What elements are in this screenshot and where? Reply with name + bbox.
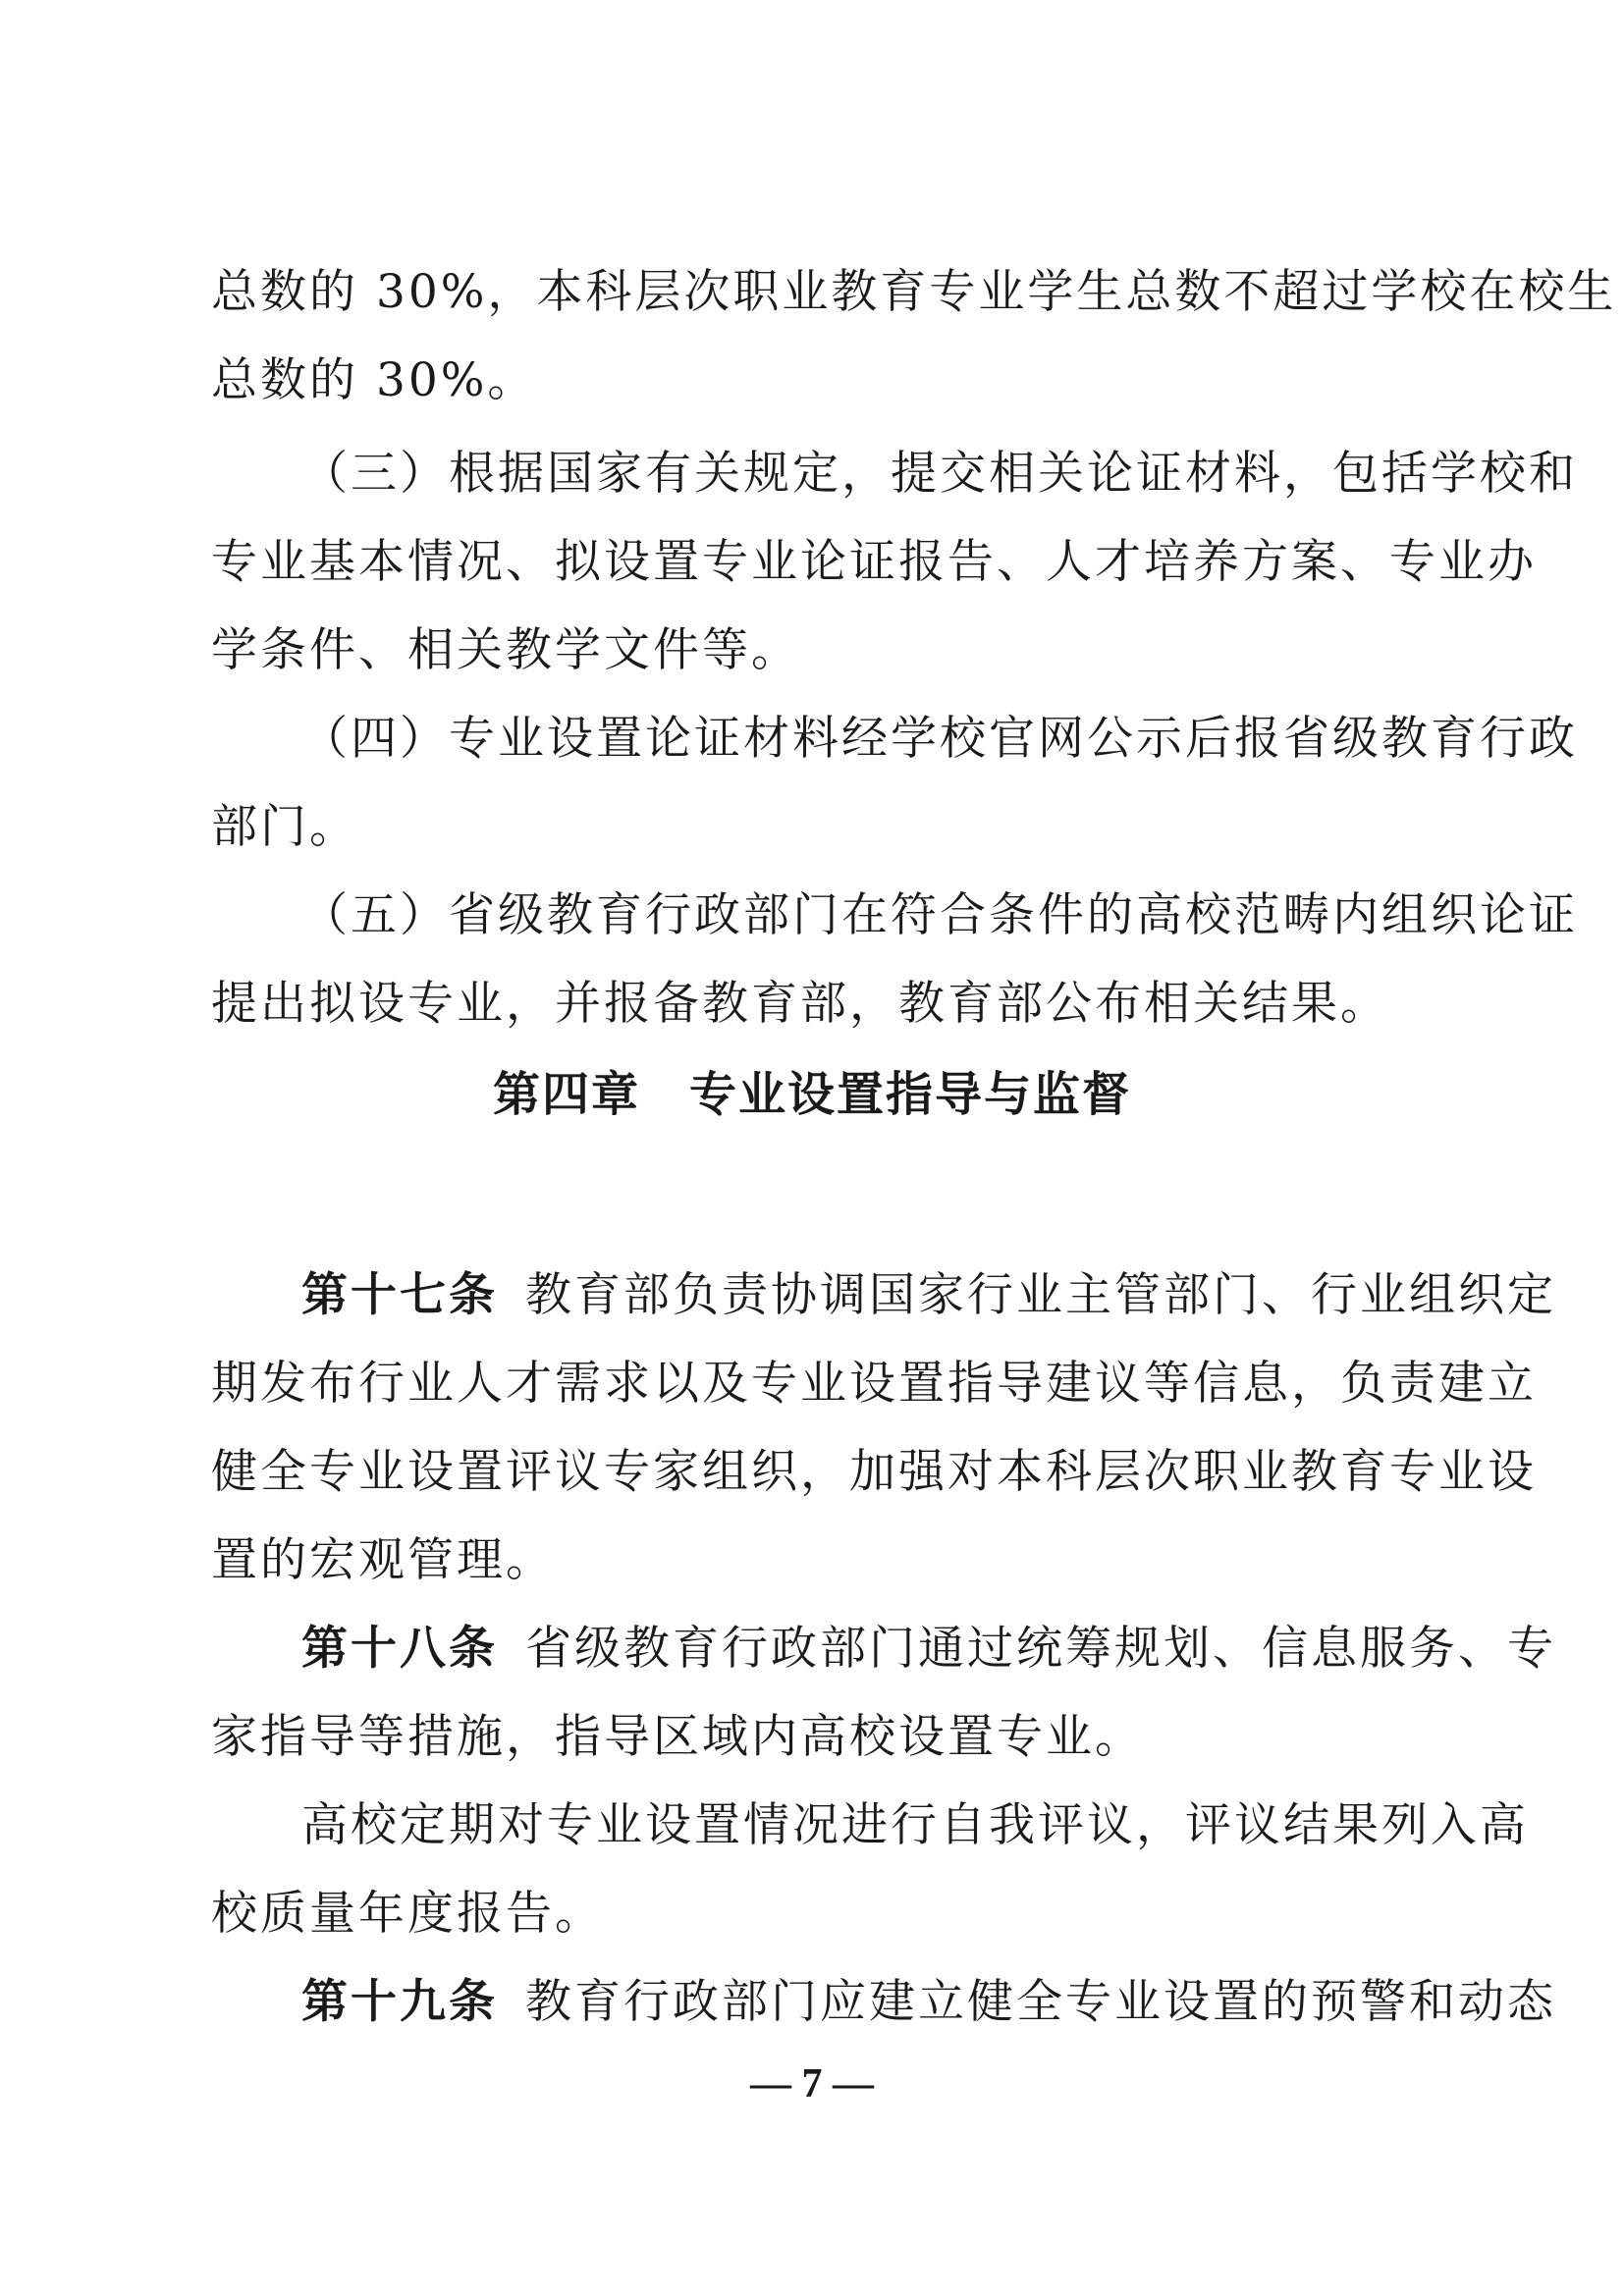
article-18-first-line bbox=[301, 1620, 1556, 1679]
clause-3-line: （三）根据国家有关规定，提交相关论证材料，包括学校和 bbox=[301, 447, 1578, 501]
article-18-text: 省级教育行政部门通过统筹规划、信息服务、专 bbox=[525, 1622, 1556, 1676]
page-number: — 7 — bbox=[750, 2061, 874, 2107]
body-line: 专业基本情况、拟设置专业论证报告、人才培养方案、专业办 bbox=[211, 535, 1537, 589]
body-line: 高校定期对专业设置情况进行自我评议，评议结果列入高 bbox=[301, 1798, 1529, 1852]
body-line: 提出拟设专业，并报备教育部，教育部公布相关结果。 bbox=[211, 977, 1389, 1031]
article-19-label: 第十九条 bbox=[301, 1975, 498, 2029]
article-17-label: 第十七条 bbox=[301, 1268, 498, 1322]
body-line: 校质量年度报告。 bbox=[211, 1887, 604, 1941]
body-line: 部门。 bbox=[211, 800, 358, 854]
body-line: 学条件、相关教学文件等。 bbox=[211, 623, 800, 677]
article-17-first-line bbox=[301, 1266, 1556, 1325]
body-line: 总数的 30%，本科层次职业教育专业学生总数不超过学校在校生 bbox=[211, 265, 1617, 319]
body-line: 总数的 30%。 bbox=[211, 353, 537, 407]
article-19-first-line bbox=[301, 1973, 1556, 2032]
chapter-heading: 第四章 专业设置指导与监督 bbox=[492, 1067, 1131, 1122]
body-line: 健全专业设置评议专家组织，加强对本科层次职业教育专业设 bbox=[211, 1445, 1537, 1499]
clause-4-line: （四）专业设置论证材料经学校官网公示后报省级教育行政 bbox=[301, 712, 1578, 766]
body-line: 家指导等措施，指导区域内高校设置专业。 bbox=[211, 1710, 1144, 1764]
body-line: 置的宏观管理。 bbox=[211, 1533, 555, 1587]
article-17-text: 教育部负责协调国家行业主管部门、行业组织定 bbox=[525, 1268, 1556, 1322]
clause-5-line: （五）省级教育行政部门在符合条件的高校范畴内组织论证 bbox=[301, 888, 1578, 942]
article-19-text: 教育行政部门应建立健全专业设置的预警和动态 bbox=[525, 1975, 1556, 2029]
body-line: 期发布行业人才需求以及专业设置指导建议等信息，负责建立 bbox=[211, 1357, 1537, 1411]
article-18-label: 第十八条 bbox=[301, 1622, 498, 1676]
